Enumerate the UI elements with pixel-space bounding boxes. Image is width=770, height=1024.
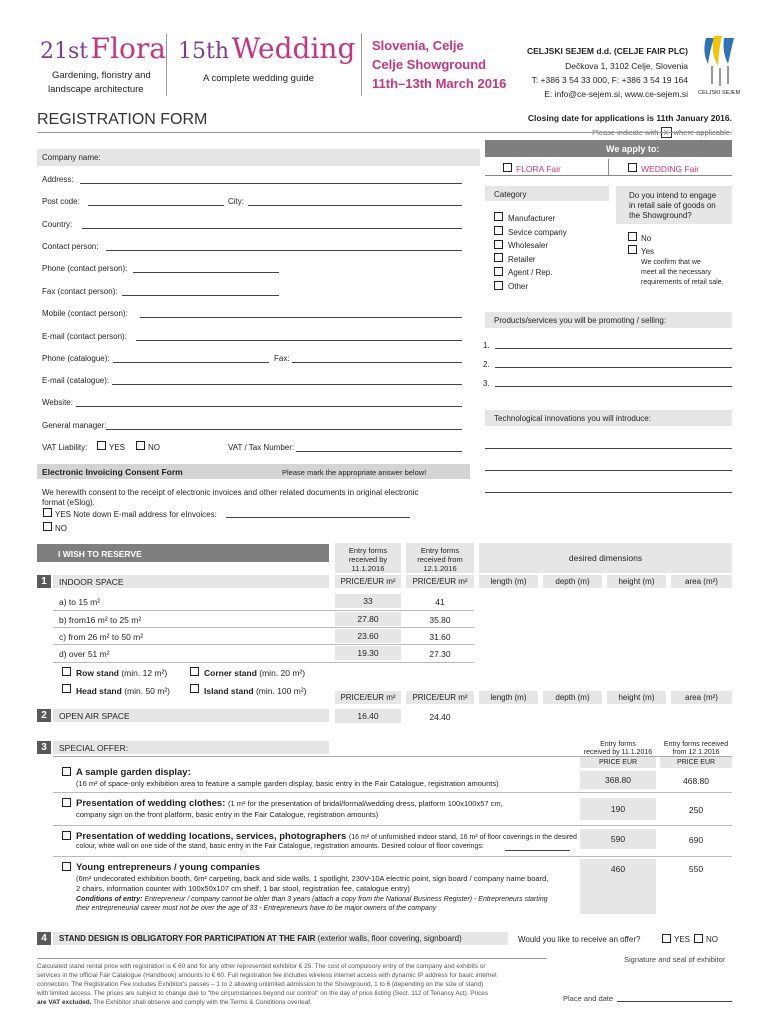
offer-young-checkbox[interactable] xyxy=(62,862,71,871)
apply-divider xyxy=(608,159,609,175)
email-contact-label: E-mail (contact person): xyxy=(42,332,127,341)
retail-yes-label: Yes xyxy=(641,247,655,256)
org-address: Dečkova 1, 3102 Celje, Slovenia xyxy=(565,61,688,71)
vat-yes-checkbox[interactable] xyxy=(97,441,106,450)
category-agent-label: Agent / Rep. xyxy=(508,268,553,277)
retail-no-label: No xyxy=(641,234,652,243)
country-field[interactable] xyxy=(82,228,462,229)
head-stand-checkbox[interactable] xyxy=(62,684,71,693)
manager-label: General manager: xyxy=(42,421,107,430)
tech-line-3[interactable] xyxy=(485,492,732,493)
special-h-by-1: Entry forms xyxy=(600,741,636,748)
open-height-header: height (m) xyxy=(607,691,666,704)
offer-locations-checkbox[interactable] xyxy=(62,831,71,840)
offer-clothes-price-from: 250 xyxy=(688,805,704,815)
design-offer-no-checkbox[interactable] xyxy=(694,934,703,943)
indoor-number: 1 xyxy=(37,575,51,588)
category-service-label: Sevice company xyxy=(508,228,567,237)
location-venue: Celje Showground xyxy=(372,57,487,72)
title-rule xyxy=(37,132,732,133)
org-name: CELJSKI SEJEM d.d. (CELJE FAIR PLC) xyxy=(526,46,688,56)
header-entry-by-1: Entry forms xyxy=(348,546,388,555)
row-stand-checkbox[interactable] xyxy=(62,667,71,676)
retail-question-1: Do you intend to engage xyxy=(629,191,717,200)
retail-no-checkbox[interactable] xyxy=(628,232,637,241)
indoor-price-from-header: PRICE/EUR m² xyxy=(406,575,474,588)
retail-question-3: the Showground? xyxy=(629,211,692,220)
retail-question-2: in retail sale of goods on xyxy=(629,201,716,210)
address-field[interactable] xyxy=(80,183,462,184)
celjski-sejem-logo xyxy=(700,30,740,100)
email-contact-field[interactable] xyxy=(136,340,462,341)
offer-rule xyxy=(53,825,732,826)
open-price-by-header: PRICE/EUR m² xyxy=(335,691,401,704)
open-air-title: OPEN AIR SPACE xyxy=(59,711,130,721)
offer-locations-price-by: 590 xyxy=(580,829,656,849)
contact-field[interactable] xyxy=(106,250,462,251)
indoor-row-label: d) over 51 m² xyxy=(59,649,110,659)
fax-contact-label: Fax (contact person): xyxy=(42,287,118,296)
header-entry-by-2: received by xyxy=(348,555,388,564)
tech-line-1[interactable] xyxy=(485,448,732,449)
phone-contact-field[interactable] xyxy=(133,272,279,273)
offer-locations-title: Presentation of wedding locations, services, photographers (16 m² of unfurnished indoor stand, 16 m² of floor coverings in the desired xyxy=(76,831,577,842)
contact-label: Contact person: xyxy=(42,242,99,251)
category-title: Category xyxy=(494,190,527,199)
corner-stand-label: Corner stand (min. 20 m²) xyxy=(204,668,306,678)
retail-note-2: meet all the necessary xyxy=(641,269,712,276)
offer-young-conditions-1: Conditions of entry: Entrepreneur / company cannot be older than 3 years (attach a copy from the National Business Register) - Entrepreneurs starting xyxy=(76,896,548,903)
indoor-length-header: length (m) xyxy=(479,575,538,588)
products-title: Products/services you will be promoting / selling: xyxy=(494,316,667,325)
einvoice-consent-1: We herewith consent to the receipt of electronic invoices and other related documents in original electronic xyxy=(42,488,419,497)
closing-date: Closing date for applications is 11th January 2016. xyxy=(527,113,732,123)
country-label: Country: xyxy=(42,220,73,229)
offer-garden-checkbox[interactable] xyxy=(62,767,71,776)
open-area-header: area (m²) xyxy=(671,691,732,704)
products-line-3[interactable] xyxy=(495,386,732,387)
city-label: City: xyxy=(228,197,244,206)
phone-catalogue-label: Phone (catalogue): xyxy=(42,354,110,363)
open-length-header: length (m) xyxy=(479,691,538,704)
header-entry-by-3: 11.1.2016 xyxy=(351,564,385,573)
offer-young-conditions-2: their entrepreneurial career must not be over the age of 33 - Entrepreneurs have to be major owners of the company xyxy=(76,905,437,912)
org-phone: T: +386 3 54 33 000, F: +386 3 54 19 164 xyxy=(531,75,688,85)
footer-text-2: services in the official Fair Catalogue (Handbook) amounts to € 60. Full registration fee includes wireless internet access with dynamic IP address for basic internet xyxy=(37,972,497,979)
header-entry-from-2: received from xyxy=(417,555,463,564)
products-num-1: 1. xyxy=(483,341,490,350)
einvoice-yes-checkbox[interactable] xyxy=(43,508,52,517)
indoor-row-label: c) from 26 m² to 50 m² xyxy=(59,632,144,642)
category-manufacturer-label: Manufacturer xyxy=(508,214,556,223)
manager-field[interactable] xyxy=(106,429,462,430)
category-manufacturer-checkbox[interactable] xyxy=(494,212,503,221)
floor-colour-field[interactable] xyxy=(505,850,570,851)
einvoice-title: Electronic Invoicing Consent Form xyxy=(42,467,183,477)
special-h-from-1: Entry forms received xyxy=(663,741,729,748)
indoor-row-rules xyxy=(53,644,474,645)
footer-text-5: are VAT excluded. The Exhibitor shall observe and comply with the Terms & Conditions overleaf. xyxy=(37,999,312,1006)
indoor-row-rules xyxy=(53,662,474,663)
header-entry-from-3: 12.1.2016 xyxy=(423,564,457,573)
category-wholesaler-checkbox[interactable] xyxy=(494,240,503,249)
design-title: STAND DESIGN IS OBLIGATORY FOR PARTICIPATION AT THE FAIR (exterior walls, floor covering, signboard) xyxy=(59,934,462,943)
offer-locations-desc: colour, white wall on one side of the stand, basic entry in the Fair Catalogue, registration amounts. Desired colour of floor coverings: xyxy=(76,843,484,850)
offer-young-title: Young entrepreneurs / young companies xyxy=(76,862,261,873)
open-air-price-by: 16.40 xyxy=(335,709,401,723)
corner-stand-checkbox[interactable] xyxy=(190,667,199,676)
flora-title: 21st Flora xyxy=(40,32,166,65)
indoor-price-by: 23.60 xyxy=(335,629,401,643)
signature-label: Signature and seal of exhibitor xyxy=(624,955,726,964)
footer-text-1: Calculated stand rental price with registration is € 60 and for any other represented exhibitor € 25. The cost of compulsory entry of the company and exhibits or xyxy=(37,963,486,970)
fax-label: Fax: xyxy=(274,354,290,363)
einvoice-yes-label: YES Note down E-mail address for eInvoices: xyxy=(55,510,217,519)
company-name-field[interactable] xyxy=(100,163,460,164)
mobile-contact-field[interactable] xyxy=(140,317,462,318)
products-line-2[interactable] xyxy=(495,367,732,368)
island-stand-label: Island stand (min. 100 m²) xyxy=(204,686,307,696)
website-label: Website: xyxy=(42,398,73,407)
indoor-price-by: 19.30 xyxy=(335,646,401,660)
post-code-field[interactable] xyxy=(88,205,224,206)
open-price-from-header: PRICE/EUR m² xyxy=(406,691,474,704)
email-catalogue-label: E-mail (catalogue): xyxy=(42,376,110,385)
footer-rule xyxy=(37,958,547,959)
footer-text-4: with limited access. The prices are subject to change due to "the circumstances beyond our control" on the day of price listing (Sect. 112 of Tenancy Act). Prices xyxy=(37,990,489,997)
island-stand-checkbox[interactable] xyxy=(190,684,199,693)
offer-clothes-checkbox[interactable] xyxy=(62,798,71,807)
vat-number-field[interactable] xyxy=(296,451,462,452)
company-name-label: Company name: xyxy=(42,153,101,162)
einvoice-mark: Please mark the appropriate answer below! xyxy=(282,468,427,477)
header-entry-from-1: Entry forms xyxy=(420,546,460,555)
tech-line-2[interactable] xyxy=(485,470,732,471)
offer-young-desc-1: (6m² undecorated exhibition booth, 6m² carpeting, back and side walls, 1 spotlight, 230V-10A electric point, sign board / company name board, xyxy=(76,874,549,883)
website-field[interactable] xyxy=(76,406,462,407)
wedding-title: 15th Wedding xyxy=(178,32,356,65)
indoor-area-header: area (m²) xyxy=(671,575,732,588)
special-title: SPECIAL OFFER: xyxy=(59,743,129,753)
einvoice-email-field[interactable] xyxy=(226,517,410,518)
wedding-subtitle: A complete wedding guide xyxy=(203,73,314,84)
category-retailer-checkbox[interactable] xyxy=(494,253,503,262)
head-stand-label: Head stand (min. 50 m²) xyxy=(76,686,170,696)
flora-fair-label: FLORA Fair xyxy=(516,164,561,174)
indoor-row-label: b) from16 m² to 25 m² xyxy=(59,615,142,625)
vat-number-label: VAT / Tax Number: xyxy=(228,443,295,452)
offer-locations-price-from: 690 xyxy=(688,835,704,845)
offer-clothes-title: Presentation of wedding clothes: (1 m² for the presentation of bridal/formal/wedding dress, platform 100x100x57 cm, xyxy=(76,798,503,809)
indoor-price-by-header: PRICE/EUR m² xyxy=(335,575,401,588)
mobile-contact-label: Mobile (contact person): xyxy=(42,309,128,318)
category-other-checkbox[interactable] xyxy=(494,281,503,290)
offer-garden-price-from: 468.80 xyxy=(683,776,709,786)
offer-rule xyxy=(53,792,732,793)
phone-contact-label: Phone (contact person): xyxy=(42,264,128,273)
category-agent-checkbox[interactable] xyxy=(494,267,503,276)
indoor-row-label: a) to 15 m² xyxy=(59,597,101,607)
offer-clothes-desc: company sign on the front platform, basic entry in the Fair Catalogue, registration amounts) xyxy=(76,810,379,819)
flora-fair-checkbox[interactable] xyxy=(503,163,512,172)
phone-catalogue-field[interactable] xyxy=(113,362,269,363)
vat-yes-label: YES xyxy=(109,443,126,452)
flora-subtitle-1: Gardening, floristry and xyxy=(52,70,151,81)
email-catalogue-field[interactable] xyxy=(112,384,462,385)
special-h-by-2: received by 11.1.2016 xyxy=(583,749,653,756)
retail-note-3: requirements of retail sale. xyxy=(641,279,724,286)
location-dates: 11th–13th March 2016 xyxy=(372,76,507,91)
row-stand-label: Row stand (min. 12 m²) xyxy=(76,668,168,678)
special-price-by-header: PRICE EUR xyxy=(580,757,656,768)
wedding-fair-label: WEDDING Fair xyxy=(641,164,700,174)
indoor-price-from: 27.30 xyxy=(429,649,451,659)
form-title: REGISTRATION FORM xyxy=(37,111,208,128)
retail-note-1: We confirm that we xyxy=(641,259,701,266)
indoor-price-by: 33 xyxy=(335,594,401,608)
category-retailer-label: Retailer xyxy=(508,255,536,264)
products-num-3: 3. xyxy=(483,379,490,388)
fax-contact-field[interactable] xyxy=(122,295,279,296)
design-offer-yes-label: YES xyxy=(674,935,691,944)
indoor-height-header: height (m) xyxy=(607,575,666,588)
einvoice-consent-2: format (eSlog). xyxy=(42,498,95,507)
indoor-row-rules xyxy=(53,627,474,628)
indoor-price-by: 27.80 xyxy=(335,612,401,626)
vat-liability-label: VAT Liability: xyxy=(42,443,88,452)
open-air-number: 2 xyxy=(37,709,51,722)
vat-no-checkbox[interactable] xyxy=(136,441,145,450)
offer-young-price-by: 460 xyxy=(580,859,656,914)
products-num-2: 2. xyxy=(483,360,490,369)
special-price-from-header: PRICE EUR xyxy=(660,757,732,768)
offer-garden-desc: (16 m² of space-only exhibition area to feature a sample garden display, basic entry in the Fair Catalogue, registration amounts) xyxy=(76,779,499,788)
header-desired-label: desired dimensions xyxy=(568,553,643,563)
einvoice-no-label: NO xyxy=(55,524,67,533)
offer-question: Would you like to receive an offer? xyxy=(518,935,641,944)
place-date-field[interactable] xyxy=(617,1001,732,1002)
post-code-label: Post code: xyxy=(42,197,80,206)
open-depth-header: depth (m) xyxy=(543,691,602,704)
design-offer-no-label: NO xyxy=(706,935,718,944)
offer-young-price-from: 550 xyxy=(688,864,704,874)
fax-field[interactable] xyxy=(292,362,462,363)
open-air-price-from: 24.40 xyxy=(429,712,451,722)
indoor-price-from: 35.80 xyxy=(429,615,451,625)
einvoice-no-checkbox[interactable] xyxy=(43,522,52,531)
category-wholesaler-label: Wholesaler xyxy=(508,241,549,250)
header xyxy=(0,0,770,110)
offer-garden-price-by: 368.80 xyxy=(580,771,656,789)
header-divider-2 xyxy=(361,34,362,96)
offer-young-desc-2: 2 chairs, information counter with 100x50x107 cm shelf, 1 bar stool, registration fee, catalogue entry) xyxy=(76,884,410,893)
special-h-from-2: from 12.1.2016 xyxy=(672,749,720,756)
design-offer-yes-checkbox[interactable] xyxy=(662,934,671,943)
retail-yes-checkbox[interactable] xyxy=(628,245,637,254)
footer-text-3: connection. The Registration Fee includes Exhibitor's passes – 1 to 2 allowing unlimited admission to the Showground, 1 to 6 (depending on the size of stand) xyxy=(37,981,484,988)
offer-garden-title: A sample garden display: xyxy=(76,767,191,778)
indoor-title: INDOOR SPACE xyxy=(59,577,124,587)
reserve-title: I WISH TO RESERVE xyxy=(58,549,142,559)
city-field[interactable] xyxy=(248,205,462,206)
products-line-1[interactable] xyxy=(495,348,732,349)
tech-title: Technological innovations you will introduce: xyxy=(494,414,651,423)
org-email: E: info@ce-sejem.si, www.ce-sejem.si xyxy=(544,89,688,99)
category-service-checkbox[interactable] xyxy=(494,226,503,235)
location-country: Slovenia, Celje xyxy=(372,38,464,53)
indoor-row-rules xyxy=(53,610,474,611)
wedding-fair-checkbox[interactable] xyxy=(628,163,637,172)
category-other-label: Other xyxy=(508,282,529,291)
indoor-price-from: 31.60 xyxy=(429,632,451,642)
logo-text: CELJSKI SEJEM xyxy=(698,90,741,96)
indoor-depth-header: depth (m) xyxy=(543,575,602,588)
flora-subtitle-2: landscape architecture xyxy=(48,84,144,95)
vat-no-label: NO xyxy=(148,443,160,452)
design-number: 4 xyxy=(37,932,51,945)
address-label: Address: xyxy=(42,175,74,184)
indoor-price-from: 41 xyxy=(435,597,445,607)
special-number: 3 xyxy=(37,741,51,754)
place-date-label: Place and date xyxy=(563,994,614,1003)
offer-clothes-price-by: 190 xyxy=(580,798,656,820)
header-divider xyxy=(166,34,167,96)
offer-rule xyxy=(53,856,732,857)
apply-title: We apply to: xyxy=(606,144,660,154)
